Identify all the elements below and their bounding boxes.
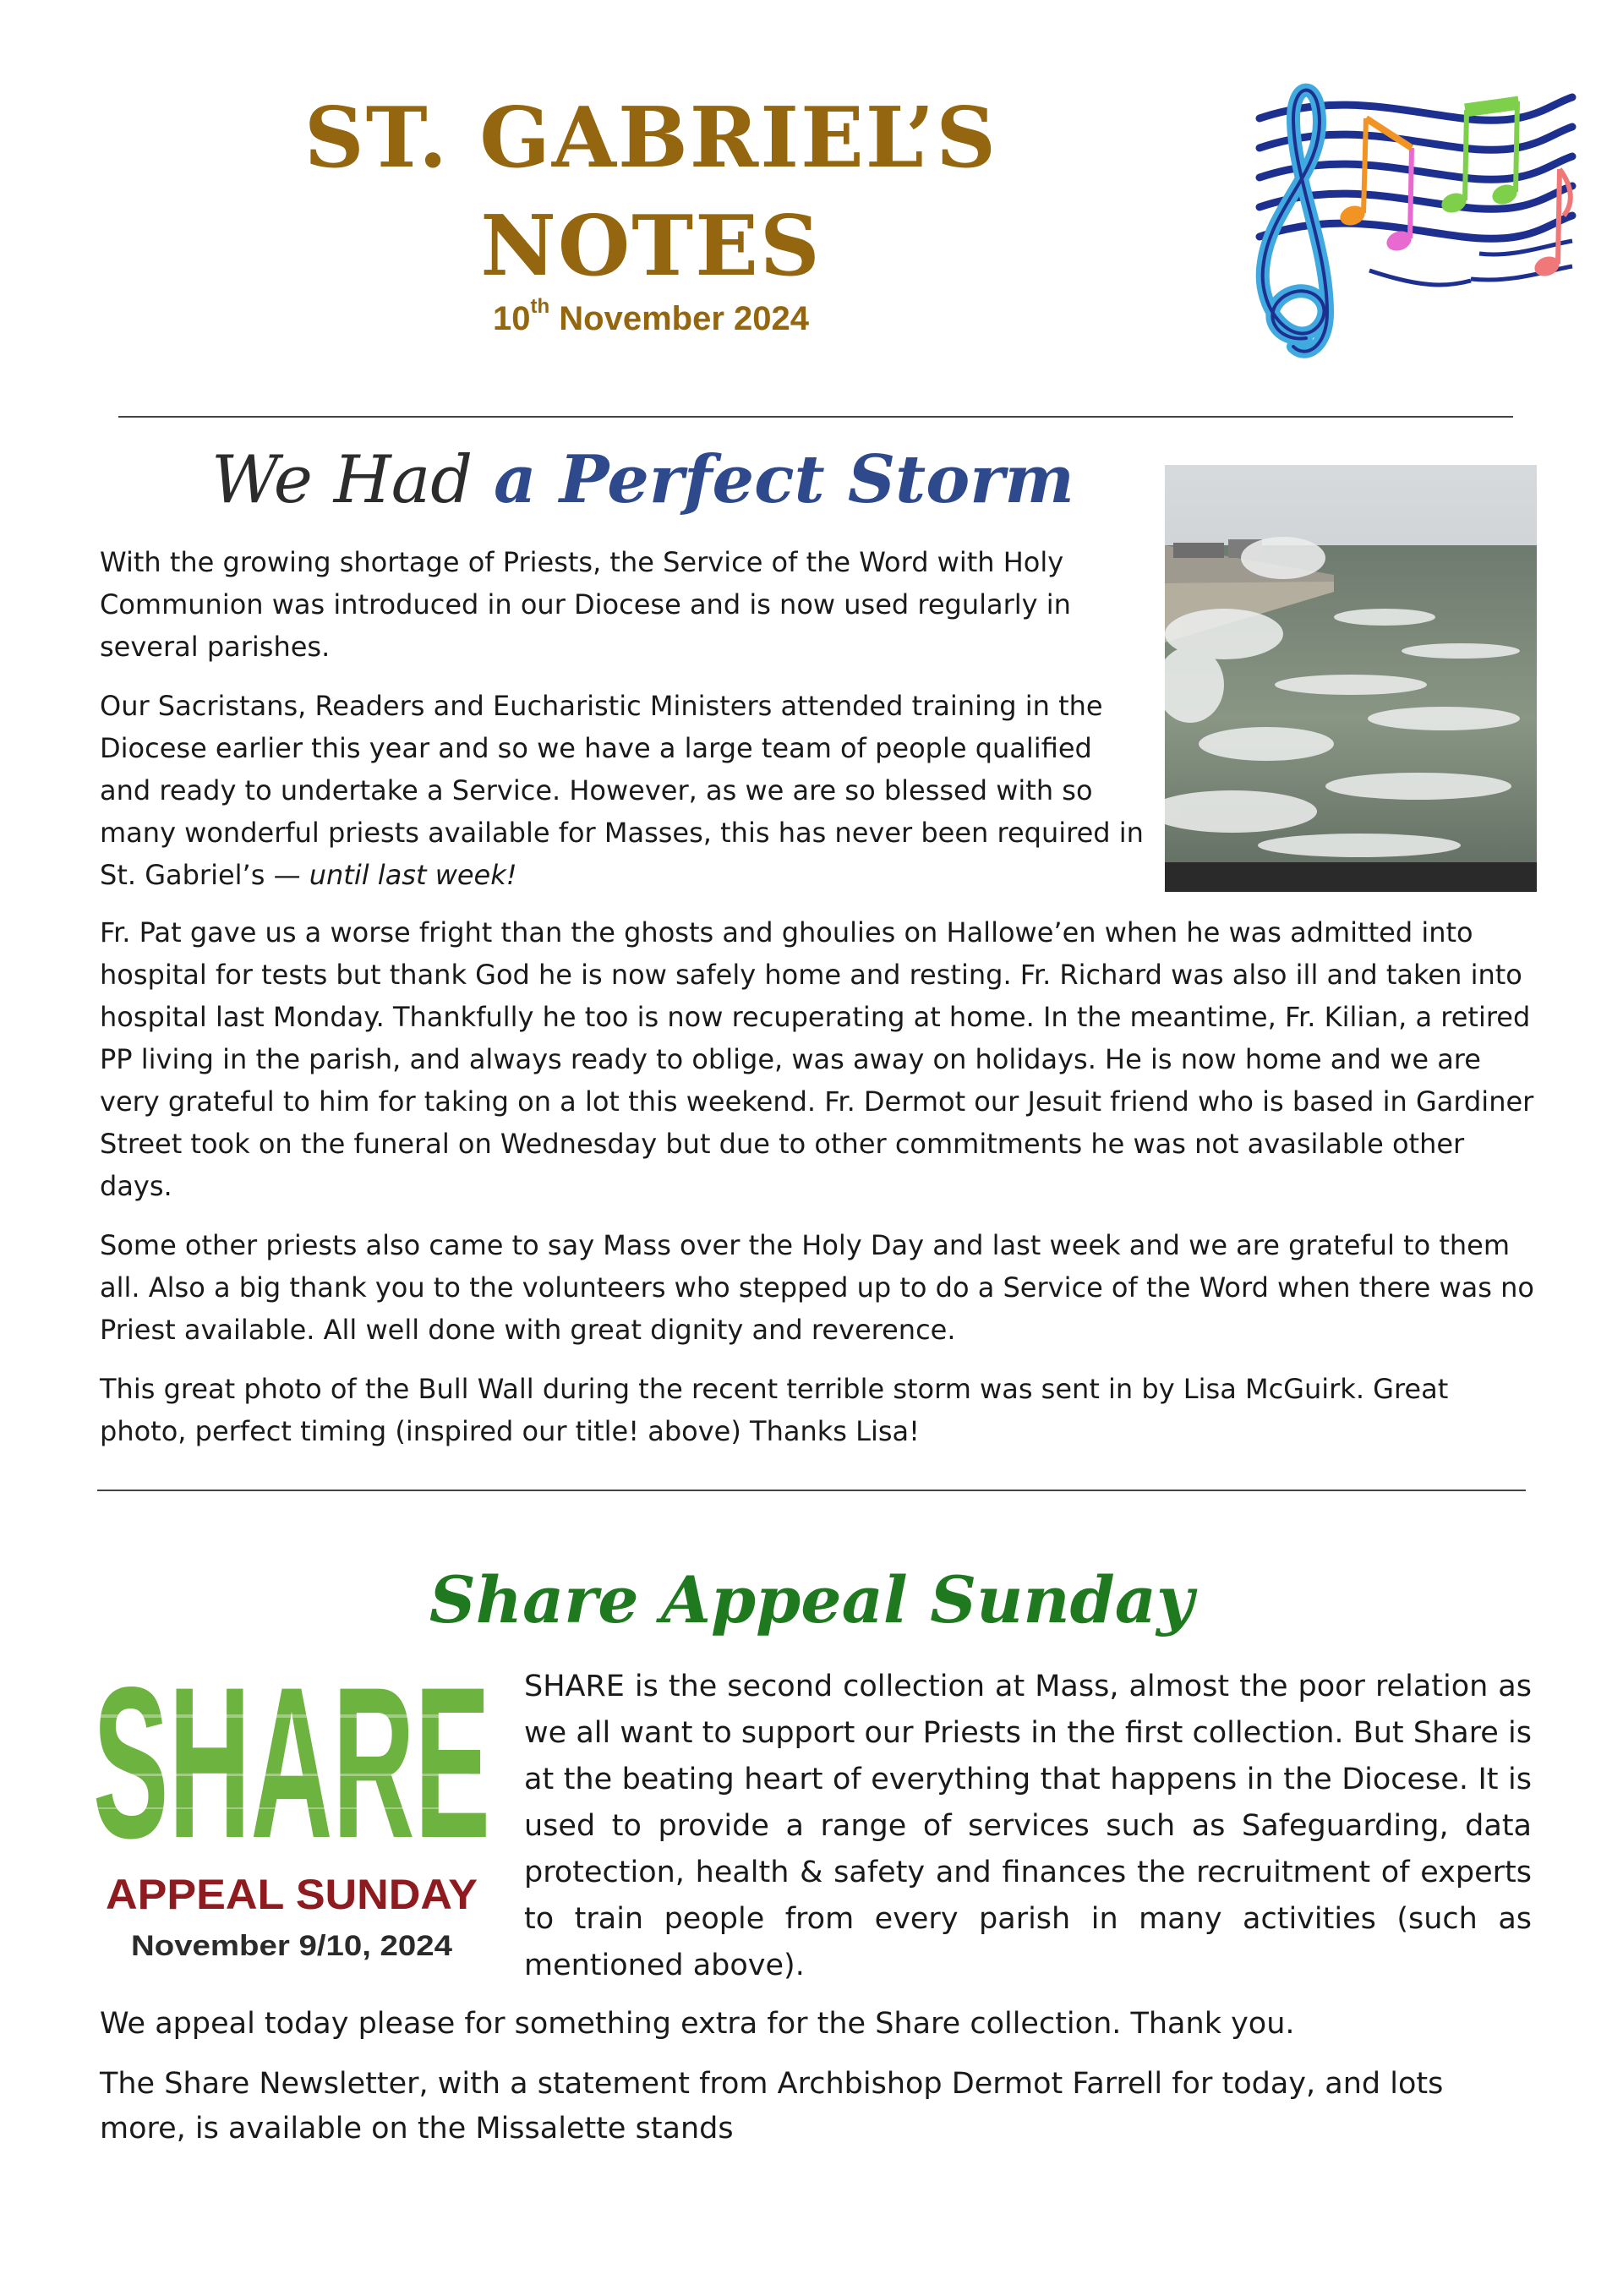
share-appeal-title: Share Appeal Sunday: [429, 1562, 1194, 1637]
share-body-text: [100, 2002, 1537, 2167]
section-divider: [97, 1490, 1526, 1491]
title-line-2: NOTES: [480, 198, 822, 295]
share-paragraph-2: We appeal today please for something extra for the Share collection. Thank you.: [100, 2007, 1295, 2041]
storm-title-part-2: a Perfect Storm: [494, 441, 1074, 518]
storm-paragraph-2-text: Our Sacristans, Readers and Eucharistic Ministers attended training in the Diocese earlier this year and so we have a large team of people qualified and ready to undertake a Service. However, as we are so blessed with so many wonderful priests available for Masses, this has never been required in St. Gabriel’s —: [100, 690, 1144, 891]
newsletter-date: [254, 295, 1048, 338]
share-paragraph-1: SHARE is the second collection at Mass, almost the poor relation as we all want to support our Priests in the first collection. But Share is at the beating heart of everything that happens in the Diocese. It is used to provide a range of services such as Safeguarding, data protection, health & safety and finances the recruitment of experts to train people from every parish in many activities (such as mentioned above).: [524, 1670, 1532, 1982]
share-logo-subtitle: APPEAL SUNDAY: [106, 1871, 478, 1918]
storm-paragraph-1: With the growing shortage of Priests, the Service of the Word with Holy Communion was introduced in our Diocese and is now used regularly in several parishes.: [100, 546, 1071, 663]
storm-photo: [1165, 465, 1537, 892]
storm-paragraph-5: This great photo of the Bull Wall during the recent terrible storm was sent in by Lisa McGuirk. Great photo, perfect timing (inspired our title! above) Thanks Lisa!: [100, 1373, 1449, 1447]
storm-title-part-1: We Had: [211, 442, 495, 518]
storm-intro-text: [100, 541, 1148, 913]
share-appeal-logo: [80, 1647, 503, 1993]
storm-paragraph-4: Some other priests also came to say Mass over the Holy Day and last week and we are grateful to them all. Also a big thank you to the volunteers who stepped up to do a Service of the Word when there was no Priest available. All well done with great dignity and reverence.: [100, 1229, 1534, 1346]
date-rest: November 2024: [559, 300, 809, 337]
title-line-1: ST. GABRIEL’S: [303, 90, 998, 187]
header-divider: [118, 416, 1513, 418]
storm-paragraph-3: Fr. Pat gave us a worse fright than the ghosts and ghoulies on Hallowe’en when he was admitted into hospital for tests but thank God he is now safely home and resting. Fr. Richard was also ill and taken into hospital last Monday. Thankfully he too is now recuperating at home. In the meantime, Fr. Kilian, a retired PP living in the parish, and always ready to oblige, was away on holidays. He is now home and we are very grateful to him for taking on a lot this weekend. Fr. Dermot our Jesuit friend who is based in Gardiner Street took on the funeral on Wednesday but due to other commitments he was not avasilable other days.: [100, 916, 1534, 1202]
share-logo-date: November 9/10, 2024: [131, 1930, 453, 1962]
storm-article-title: [211, 441, 1074, 518]
storm-body-text: [100, 911, 1537, 1469]
music-notes-icon: [1226, 59, 1581, 372]
share-paragraph-3: The Share Newsletter, with a statement from Archbishop Dermot Farrell for today, and lots more, is available on the Missalette stands: [100, 2067, 1444, 2146]
share-logo-word: SHARE: [93, 1647, 490, 1883]
newsletter-title: [254, 85, 1048, 301]
storm-paragraph-2: [100, 685, 1148, 896]
date-day: 10: [492, 300, 531, 337]
storm-paragraph-2-italic: until last week!: [309, 859, 517, 891]
date-suffix: th: [530, 295, 550, 318]
